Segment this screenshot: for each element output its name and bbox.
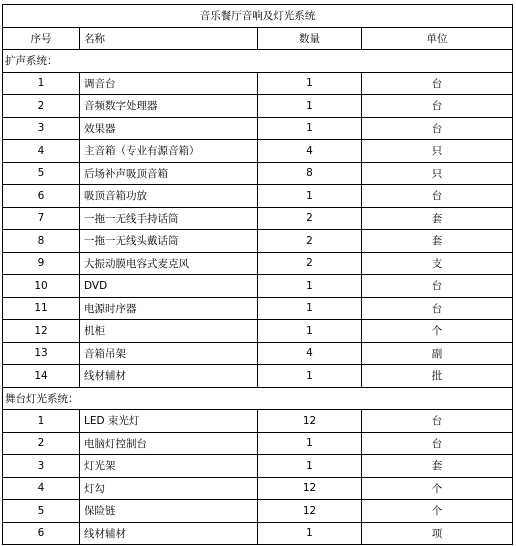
cell-name: 灯光架: [80, 455, 258, 478]
table-row: [3, 275, 513, 298]
table-row: [3, 320, 513, 343]
cell-no: 14: [3, 365, 80, 388]
cell-qty: 12: [258, 500, 362, 523]
cell-qty: 1: [258, 72, 362, 95]
cell-qty: 1: [258, 95, 362, 118]
table-row: [3, 95, 513, 118]
cell-qty: 1: [258, 275, 362, 298]
cell-name: 保险链: [80, 500, 258, 523]
cell-qty: 4: [258, 342, 362, 365]
section-title: 扩声系统：: [3, 50, 513, 73]
header-qty: 数量: [258, 27, 362, 50]
table-row: [3, 410, 513, 433]
header-no: 序号: [3, 27, 80, 50]
cell-name: 机柜: [80, 320, 258, 343]
cell-qty: 1: [258, 432, 362, 455]
cell-qty: 12: [258, 410, 362, 433]
cell-unit: 台: [362, 432, 513, 455]
table-row: [3, 72, 513, 95]
cell-name: 吸顶音箱功放: [80, 185, 258, 208]
cell-unit: 台: [362, 185, 513, 208]
cell-no: 6: [3, 522, 80, 545]
cell-name: 主音箱（专业有源音箱）: [80, 140, 258, 163]
cell-name: 调音台: [80, 72, 258, 95]
table-row: [3, 477, 513, 500]
cell-unit: 个: [362, 477, 513, 500]
cell-no: 2: [3, 95, 80, 118]
cell-name: 线材辅材: [80, 522, 258, 545]
cell-unit: 台: [362, 297, 513, 320]
cell-name: 一拖一无线手持话筒: [80, 207, 258, 230]
cell-name: LED 束光灯: [80, 410, 258, 433]
cell-name: 后场补声吸顶音箱: [80, 162, 258, 185]
cell-unit: 项: [362, 522, 513, 545]
cell-unit: 只: [362, 140, 513, 163]
cell-qty: 1: [258, 365, 362, 388]
cell-unit: 支: [362, 252, 513, 275]
table-row: [3, 140, 513, 163]
table-row: [3, 162, 513, 185]
section-row: [3, 387, 513, 410]
cell-unit: 台: [362, 72, 513, 95]
cell-qty: 1: [258, 117, 362, 140]
table-row: [3, 207, 513, 230]
cell-unit: 台: [362, 275, 513, 298]
table-row: [3, 342, 513, 365]
header-row: [3, 27, 513, 50]
cell-no: 5: [3, 162, 80, 185]
equipment-table-body: [3, 5, 513, 545]
table-row: [3, 432, 513, 455]
section-row: [3, 50, 513, 73]
cell-name: 电源时序器: [80, 297, 258, 320]
cell-no: 3: [3, 117, 80, 140]
table-title: 音乐餐厅音响及灯光系统: [3, 5, 513, 28]
cell-unit: 副: [362, 342, 513, 365]
title-row: [3, 5, 513, 28]
cell-qty: 12: [258, 477, 362, 500]
header-unit: 单位: [362, 27, 513, 50]
header-name: 名称: [80, 27, 258, 50]
cell-no: 6: [3, 185, 80, 208]
cell-qty: 1: [258, 522, 362, 545]
cell-qty: 4: [258, 140, 362, 163]
cell-no: 12: [3, 320, 80, 343]
cell-no: 4: [3, 140, 80, 163]
cell-qty: 2: [258, 230, 362, 253]
cell-no: 3: [3, 455, 80, 478]
cell-unit: 套: [362, 455, 513, 478]
cell-qty: 1: [258, 185, 362, 208]
table-row: [3, 185, 513, 208]
cell-no: 1: [3, 72, 80, 95]
cell-name: 大振动膜电容式麦克风: [80, 252, 258, 275]
cell-qty: 1: [258, 455, 362, 478]
cell-no: 5: [3, 500, 80, 523]
cell-name: 音频数字处理器: [80, 95, 258, 118]
cell-name: 线材辅材: [80, 365, 258, 388]
cell-name: 效果器: [80, 117, 258, 140]
cell-unit: 套: [362, 230, 513, 253]
equipment-table: [2, 4, 513, 545]
cell-qty: 2: [258, 207, 362, 230]
cell-qty: 1: [258, 297, 362, 320]
cell-name: 一拖一无线头戴话筒: [80, 230, 258, 253]
cell-unit: 个: [362, 500, 513, 523]
cell-no: 9: [3, 252, 80, 275]
cell-no: 4: [3, 477, 80, 500]
table-row: [3, 117, 513, 140]
cell-unit: 批: [362, 365, 513, 388]
cell-no: 1: [3, 410, 80, 433]
cell-no: 8: [3, 230, 80, 253]
cell-qty: 2: [258, 252, 362, 275]
cell-qty: 1: [258, 320, 362, 343]
cell-unit: 台: [362, 95, 513, 118]
cell-unit: 台: [362, 117, 513, 140]
cell-name: DVD: [80, 275, 258, 298]
cell-unit: 只: [362, 162, 513, 185]
cell-no: 13: [3, 342, 80, 365]
table-row: [3, 522, 513, 545]
cell-unit: 个: [362, 320, 513, 343]
cell-qty: 8: [258, 162, 362, 185]
table-row: [3, 500, 513, 523]
table-row: [3, 230, 513, 253]
table-row: [3, 455, 513, 478]
cell-no: 7: [3, 207, 80, 230]
cell-unit: 台: [362, 410, 513, 433]
cell-no: 10: [3, 275, 80, 298]
section-title: 舞台灯光系统：: [3, 387, 513, 410]
cell-no: 11: [3, 297, 80, 320]
table-row: [3, 365, 513, 388]
table-row: [3, 297, 513, 320]
cell-name: 灯勾: [80, 477, 258, 500]
cell-name: 音箱吊架: [80, 342, 258, 365]
cell-no: 2: [3, 432, 80, 455]
table-row: [3, 252, 513, 275]
cell-name: 电脑灯控制台: [80, 432, 258, 455]
cell-unit: 套: [362, 207, 513, 230]
